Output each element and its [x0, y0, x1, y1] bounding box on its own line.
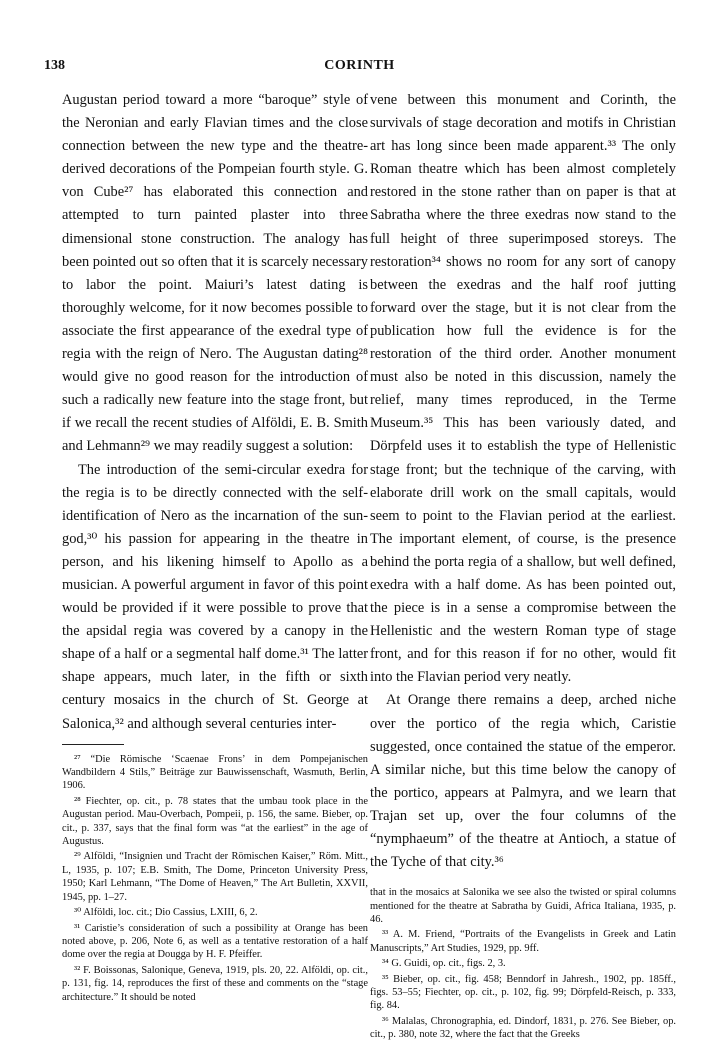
footnote: ³³ A. M. Friend, “Portraits of the Evangelists in Greek and Latin Manuscripts,” Art Studies, 1929, pp. 9ff. — [370, 929, 676, 954]
footnote-continuation: that in the mosaics at Salonika we see also the twisted or spiral columns mentioned for the theatre at Sabratha by Guidi, Africa Italiana, 1935, p. 46. — [370, 887, 676, 925]
footnote: ²⁷ “Die Römische ‘Scaenae Frons’ in dem Pompejanischen Wandbildern 4 Stils,” Beiträge zur Bauwissenschaft, Wasmuth, Berlin, 1906. — [62, 753, 368, 792]
page-number: 138 — [44, 58, 65, 73]
footnotes — [62, 753, 368, 1004]
right-column — [370, 89, 676, 1044]
footnote: ³¹ Caristie’s consideration of such a possibility at Orange has been noted above, p. 206, Note 6, as well as a tentative restoration of a half dome over the regia at Dougga by H. F. Pfeiffer. — [62, 922, 368, 961]
body-paragraph: Augustan period toward a more “baroque” style of the Neronian and early Flavian times and the close connection between the new type and the theatre-derived decorations of the Pompeian fourth style. G. von Cube²⁷ has elaborated this connection and attempted to turn painted plaster into three dimensional stone construction. The analogy has been pointed out so often that it is scarcely necessary to labor the point. Maiuri’s latest dating is thoroughly welcome, for it now becomes possible to associate the first appearance of the exedral type of regia with the reign of Nero. The Augustan dating²⁸ would give no good reason for the introduction of such a radically new feature into the stage front, but if we recall the recent studies of Alföldi, E. B. Smith and Lehmann²⁹ we may readily suggest a solution: — [62, 92, 368, 455]
footnote: ²⁸ Fiechter, op. cit., p. 78 states that the umbau took place in the Augustan period. Mau-Overbach, Pompeii, p. 156, the same. Bieber, op. cit., p. 337, says that the final form was “at the earliest” in the age of Augustus. — [62, 795, 368, 848]
body-paragraph: vene between this monument and Corinth, the survivals of stage decoration and motifs in Christian art has long since been made apparent.³³ The only Roman theatre which has been almost completely restored in the stone rather than on paper is that at Sabratha where the three exedras now stand to the full height of three superimposed storeys. The restoration³⁴ shows no room for any sort of canopy between the exedras and the half roof jutting forward over the stage, but it is not clear from the publication how full the evidence is for the restoration of the third order. Another monument must also be noted in this discussion, namely the relief, many times reproduced, in the Terme Museum.³⁵ This has been variously dated, and Dörpfeld uses it to establish the type of Hellenistic stage front; but the technique of the carving, with elaborate drill work on the small capitals, would seem to point to the Flavian period at the earliest. The important element, of course, is the presence behind the porta regia of a shallow, but well defined, exedra with a half dome. As has been pointed out, the piece is in a sense a compromise between the Hellenistic and the western Roman type of stage front, and for this reason if for no other, would fit into the Flavian period very neatly. — [370, 92, 676, 686]
footnote-rule — [62, 744, 124, 745]
body-paragraph: At Orange there remains a deep, arched niche over the portico of the regia which, Caristie suggested, once contained the statue of the emperor. A similar niche, but this time below the canopy of the portico, appears at Palmyra, and we learn that Trajan set up, over the four columns of the “nymphaeum” of the theatre at Antioch, a statue of the Tyche of that city.³⁶ — [370, 692, 676, 871]
footnote: ²⁹ Alföldi, “Insignien und Tracht der Römischen Kaiser,” Röm. Mitt., L, 1935, p. 107; E.B. Smith, The Dome, Princeton University Press, 1950; Karl Lehmann, “The Dome of Heaven,” The Art Bulletin, XXVII, 1945, pp. 1–27. — [62, 851, 368, 903]
body-paragraph: The introduction of the semi-circular exedra for the regia is to be directly connected with the self-identification of Nero as the incarnation of the sun-god,³⁰ his passion for appearing in the theatre in person, and his likening himself to Apollo as a musician. A powerful argument in favor of this point would be provided if it were possible to prove that the apsidal regia was covered by a canopy in the shape of a half or a segmental half dome.³¹ The latter shape appears, much later, in the fifth or sixth century mosaics in the church of St. George at Salonica,³² and although several centuries inter- — [62, 461, 368, 732]
footnote: ³⁶ Malalas, Chronographia, ed. Dindorf, 1831, p. 276. See Bieber, op. cit., p. 380, note 32, where the fact that the Greeks — [370, 1015, 676, 1041]
left-column — [62, 89, 368, 1006]
page-header — [44, 58, 675, 80]
footnotes — [370, 886, 676, 1041]
footnote: ³² F. Boissonas, Salonique, Geneva, 1919, pls. 20, 22. Alföldi, op. cit., p. 131, fig. 14, reproduces the first of these and comments on the “stage architecture.” It should be noted — [62, 964, 368, 1003]
running-head: CORINTH — [324, 58, 395, 73]
footnote: ³⁰ Alföldi, loc. cit.; Dio Cassius, LXIII, 6, 2. — [74, 907, 258, 919]
footnote: ³⁵ Bieber, op. cit., fig. 458; Benndorf in Jahresh., 1902, pp. 185ff., figs. 53–55; Fiechter, op. cit., p. 102, fig. 99; Dörpfeld-Reisch, p. 333, fig. 84. — [370, 973, 676, 1012]
footnote: ³⁴ G. Guidi, op. cit., figs. 2, 3. — [382, 958, 506, 970]
